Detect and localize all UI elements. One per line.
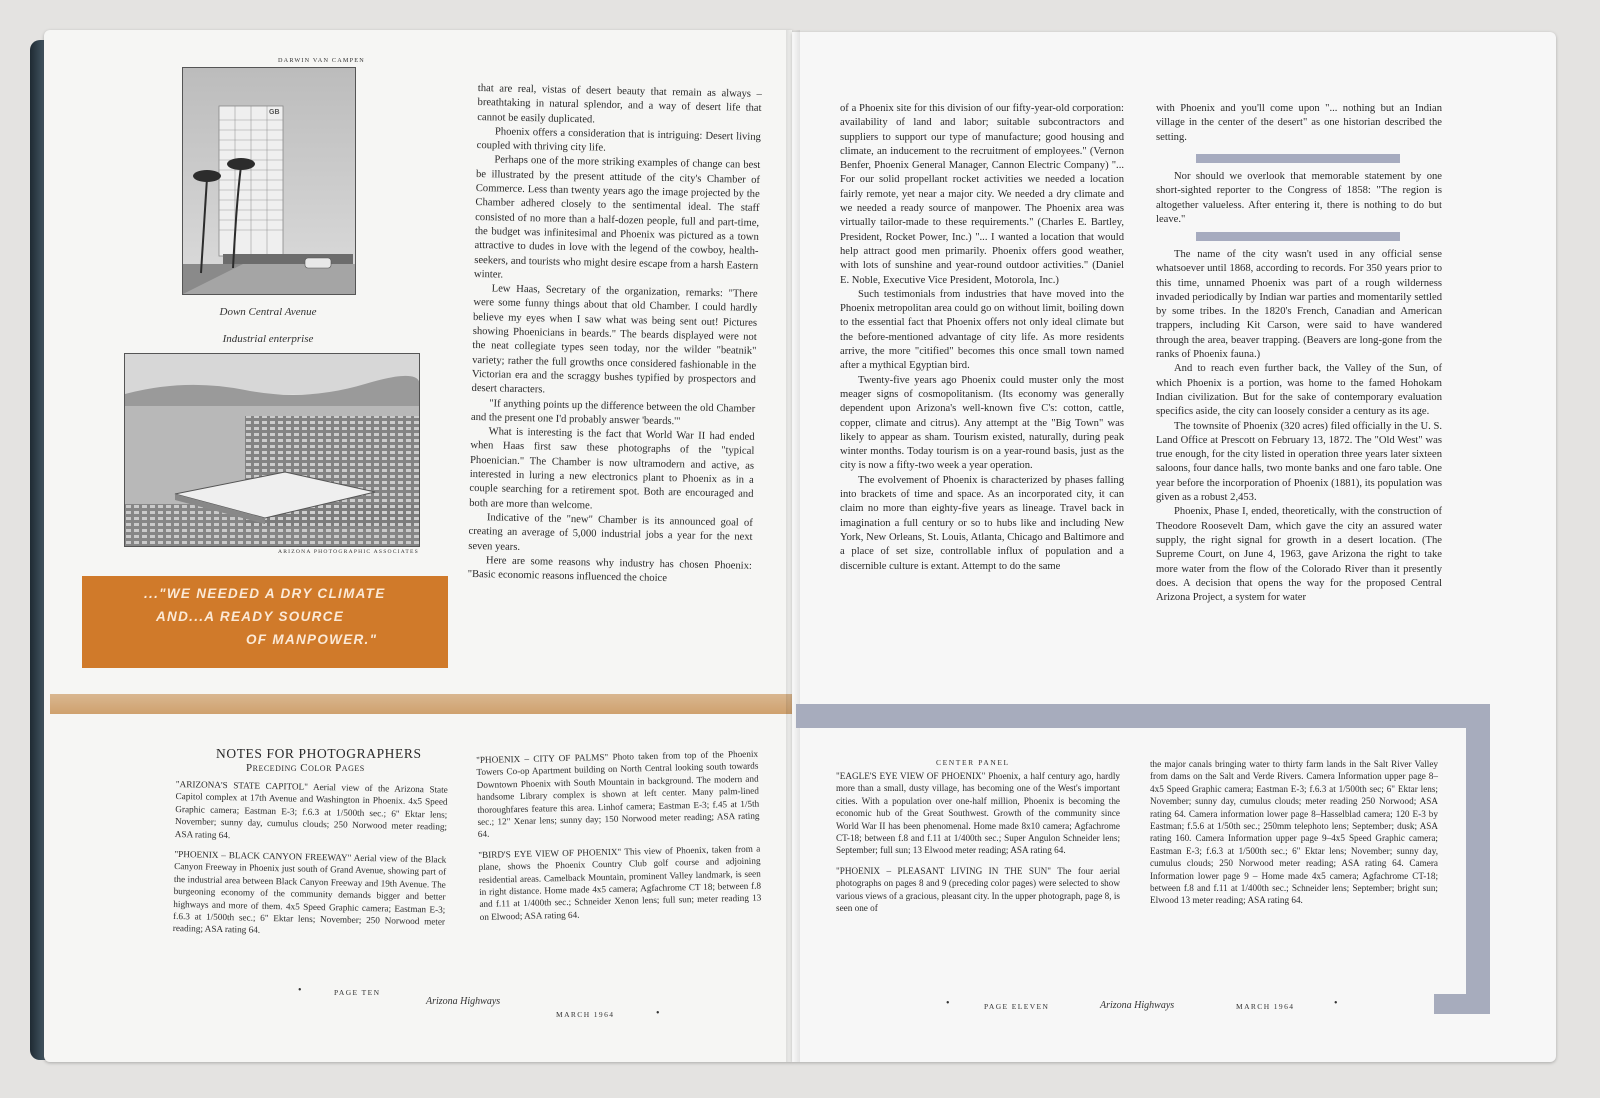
- photo-note: the major canals bringing water to thirty farm lands in the Salt River Valley from dams on the Salt and Verde Rivers. Camera Information upper page 8–4x5 Speed Graphic camera; Eastman E-3; f.6.3 at 1/500th sec; 6" Ektar lens; November; sunny day, cumulus clouds; meter reading 250 Norwood; ASA rating 64. Camera information lower page 8–Hasselblad camera; 120 E-3 by Eastman; f.5.6 at 1/50th sec.; 250mm telephoto lens; September; dusk; ASA rating 160. Camera Information upper page 9–4x5 Speed Graphic camera; Eastman E-3; f.6.3 at 1/500th sec.; 6" Ektar lens; November; sunny day, cumulus clouds; 250 Norwood meter reading; ASA rating 64. Camera Information lower page 9 – Home made 4x5 camera; Agfachrome CT-18; between f.8 and f.11 at 1/400th sec.; Schneider lens; September; bright sun; Elwood 13 meter reading; ASA rating 64.: [1150, 759, 1438, 906]
- article-paragraph: that are real, vistas of desert beauty that remain as always – breathtaking in natural splendor, and a way of desert life that cannot be easily duplicated.: [477, 82, 762, 126]
- article-paragraph: The townsite of Phoenix (320 acres) filed officially in the U. S. Land Office at Prescott on February 13, 1872. The "Old West" was true enough, for the city listed in operation three years later sixteen saloons, four dance halls, two monte banks and one faro table. One year before the incorporation of Phoenix (1881), its population was given as a robust 2,453.: [1156, 420, 1442, 504]
- article-paragraph: Twenty-five years ago Phoenix could muster only the most meager signs of cosmopolitanism. (Its economy was generally dependent upon Arizona's well-known five C's: cotton, cattle, copper, climate and citrus). Any attempt at the "Big Town" was likely to appear as sham. Tourism existed, naturally, during peak winter months. Today tourism is on a year-round basis, just as the city is now a fifty-two week a year operation.: [840, 374, 1124, 472]
- folio-dot: •: [946, 998, 950, 1009]
- gray-bracket-vertical: [1466, 704, 1490, 1014]
- notes-subtitle: Preceding Color Pages: [246, 762, 365, 774]
- folio-dot: •: [298, 985, 302, 996]
- right-page-article-column-2: [1156, 102, 1442, 145]
- folio-page-number: PAGE ELEVEN: [984, 1002, 1050, 1011]
- article-paragraph: And to reach even further back, the Valley of the Sun, of which Phoenix is a portion, was home to the famed Hohokam Indian civilization. But for the sake of contemporary evaluation specifics aside, the city can loosely consider a century as its age.: [1156, 363, 1442, 418]
- right-notes-column-2: [1150, 758, 1438, 915]
- article-paragraph: Phoenix, Phase I, ended, theoretically, with the construction of Theodore Roosevelt Dam, which gave the city an assured water supply, the right signal for growth in a desert location. (The Supreme Court, on June 4, 1963, gave Arizona the right to take more water from the flow of the Colorado River than it presently does. A decision that opens the way for the proposed Central Arizona Project, a system for water: [1156, 506, 1442, 604]
- pull-quote-box: [82, 576, 448, 668]
- photo-industrial-enterprise: [124, 353, 420, 547]
- photo-credit-top: DARWIN VAN CAMPEN: [278, 57, 365, 64]
- photo-note: "ARIZONA'S STATE CAPITOL" Aerial view of the Arizona State Capitol complex at 17th Avenue and Washington in Phoenix. 4x5 Speed Graphic camera; Eastman E-3; f.6.3 at 1/500th sec.; 6" Ektar lens; November; sunny day, cumulus clouds; 250 Norwood meter reading; ASA rating 64.: [174, 778, 448, 840]
- orange-divider-band: [50, 694, 792, 714]
- quote-rule-top: [1196, 154, 1400, 163]
- center-panel-label: CENTER PANEL: [936, 758, 1010, 767]
- article-paragraph: Nor should we overlook that memorable statement by one short-sighted reporter to the Congress of 1858: "The region is altogether valueless. After entering it, there is nothing to do but leave.": [1156, 171, 1442, 225]
- folio-date: MARCH 1964: [556, 1010, 615, 1019]
- article-paragraph: What is interesting is the fact that World War II had ended when Haas first saw these photographs of the "typical Phoenician." The Chamber is now ultramodern and active, as interested in luring a new electronics plant to Phoenix as in a couple searching for a retirement spot. Both are encouraged and both are more than welcome.: [469, 426, 755, 512]
- photo-note: "PHOENIX – CITY OF PALMS" Photo taken from top of the Phoenix Towers Co-op Apartment building on North Central looking south towards Downtown Phoenix with South Mountain in background. The modern and handsome Library complex is shown at left center. Many palm-lined thoroughfares feature this area. Linhof camera; Eastman E-3; f.45 at 1/5th sec.; 12" Xenar lens; sunny day; 150 Norwood meter reading; ASA rating 64.: [476, 748, 760, 840]
- article-paragraph: Indicative of the "new" Chamber is its announced goal of creating an average of 5,000 industrial jobs a year for the next seven years.: [468, 512, 753, 553]
- photo-credit-bottom: ARIZONA PHOTOGRAPHIC ASSOCIATES: [278, 549, 419, 555]
- article-paragraph: Phoenix offers a consideration that is intriguing: Desert living coupled with thriving city life.: [476, 126, 762, 154]
- notes-column-1: [173, 778, 448, 949]
- pull-quote-line-2: AND...A READY SOURCE: [156, 609, 345, 624]
- article-paragraph: The evolvement of Phoenix is characterized by phases falling into brackets of time and space. As an incorporated city, it can claim no more than eighty-five years as lineage. Travel back in imagination a full century or so to hubs like and including New York, New Orleans, St. Louis, Atlanta, Chicago and Baltimore and a place of set size, controllable influx of population and a discernible culture is extant. Attempt to do the same: [840, 474, 1124, 572]
- folio-page-number: PAGE TEN: [334, 988, 381, 997]
- photo-note: "EAGLE'S EYE VIEW OF PHOENIX" Phoenix, a half century ago, hardly more than a small, dusty village, has becoming one of the West's important cities. With a population over one-half million, Phoenix is becoming the economic hub of the Great Southwest. Growth of the community since World War II has been phenomenal. Home made 8x10 camera; Agfachrome CT-18; between f.8 and f.11 at 1/400th sec.; Super Angulon Schneider lens; September; full sun; 13 Elwood meter reading; ASA rating 64.: [836, 771, 1120, 856]
- right-page-article-column-1: [840, 102, 1124, 574]
- photo-note: "PHOENIX – PLEASANT LIVING IN THE SUN" The four aerial photographs on pages 8 and 9 (preceding color pages) were selected to show various views of a gracious, pleasant city. In the upper photograph, page 8, is seen one of: [836, 865, 1120, 914]
- right-notes-column-1: [836, 770, 1120, 922]
- article-paragraph: with Phoenix and you'll come upon "... nothing but an Indian village in the center of the desert" as one historian described the setting.: [1156, 103, 1442, 143]
- folio-magazine-title: Arizona Highways: [1100, 1000, 1175, 1011]
- article-paragraph: of a Phoenix site for this division of our fifty-year-old corporation: availability of land and labor; suitable subcontractors and suppliers to support our type of manufacture; good housing and climate, an inducement to the recruitment of employees." (Vernon Benfer, Phoenix General Manager, Cannon Electric Company) "... For our solid propellant rocket activities we needed a location fairly remote, yet near a major city. We needed a dry climate and we needed a ready source of manpower. The Phoenix area was virtually tailor-made to these requirements." (Charles E. Bartley, President, Rocket Power, Inc.) "... I wanted a location that would help attract good men primarily. Phoenix offers good weather, with lots of sunshine and year-round outdoor activities." (Daniel E. Noble, Executive Vice President, Motorola, Inc.): [840, 103, 1124, 286]
- left-page-article-column: [468, 82, 762, 588]
- right-page-quote: [1156, 170, 1442, 227]
- pull-quote-line-3: OF MANPOWER.": [246, 632, 378, 647]
- article-paragraph: Perhaps one of the more striking examples of change can best be illustrated by the present attitude of the city's Chamber of Commerce. Less than twenty years ago the image projected by the Chamber adhered closely to the sentimental ideal. The staff consisted of no more than a half-dozen people, full and part-time, the budget was infinitesimal and Phoenix was pictured as a town attractive to dudes in love with the legend of the cowboy, health-seekers, and tourists who might desire escape from a harsh Eastern winter.: [473, 154, 761, 281]
- photo-note: "BIRD'S EYE VIEW OF PHOENIX" This view of Phoenix, taken from a plane, shows the Phoenix Country Club golf course and adjoining residential areas. Camelback Mountain, prominent Valley landmark, is seen in right distance. Home made 4x5 camera; Agfachrome CT 18; between f.8 and f.11 at 1/400th sec.; Schneider Xenon lens; full sun; meter reading 13 on Elwood; ASA rating 64.: [478, 843, 762, 922]
- right-page-article-column-2b: [1156, 248, 1442, 605]
- photo-note: "PHOENIX – BLACK CANYON FREEWAY" Aerial view of the Black Canyon Freeway in Phoenix just south of Grand Avenue, showing part of the industrial area between Black Canyon Freeway and 19th Avenue. The burgeoning economy of the community demands bigger and better highways and more of them. 4x5 Speed Graphic camera; Eastman E-3; f.6.3 at 1/500th sec.; 6" Ektar lens; November; 250 Norwood meter reading; ASA rating 64.: [172, 849, 447, 936]
- folio-dot: •: [1334, 998, 1338, 1009]
- notes-title: NOTES FOR PHOTOGRAPHERS: [216, 746, 422, 761]
- gray-divider-band: [796, 704, 1490, 728]
- quote-rule-bottom: [1196, 232, 1400, 241]
- gray-bracket-foot: [1434, 994, 1490, 1014]
- article-paragraph: Here are some reasons why industry has chosen Phoenix: "Basic economic reasons influenced the choice: [467, 555, 753, 585]
- article-paragraph: Such testimonials from industries that have moved into the Phoenix metropolitan area could go on without limit, boiling down to the essential fact that Phoenix offers not only ideal climate but the before-mentioned advantage of city life. As more residents arrive, the more "citified" becomes this once small town named after a mythical Egyptian bird.: [840, 288, 1124, 372]
- page-gutter: [786, 30, 800, 1062]
- caption-central-avenue: Down Central Avenue: [219, 306, 317, 318]
- building-sign: GB: [269, 109, 280, 116]
- photo-central-avenue: [182, 67, 356, 295]
- caption-industrial: Industrial enterprise: [222, 333, 314, 345]
- pull-quote-line-1: ..."WE NEEDED A DRY CLIMATE: [144, 586, 386, 601]
- folio-date: MARCH 1964: [1236, 1002, 1295, 1011]
- article-paragraph: The name of the city wasn't used in any official sense whatsoever until 1868, according to records. For 350 years prior to this time, unnamed Phoenix was part of a rough wilderness invaded periodically by Indian war parties and momentarily settled by some tribes. In the 1820's French, Canadian and American trappers, including Kit Carson, were said to have wandered through the area, beaver trapping. (Beavers are long-gone from the ranks of Phoenix fauna.): [1156, 249, 1442, 361]
- article-paragraph: Lew Haas, Secretary of the organization, remarks: "There were some funny things about that old Chamber. I could hardly believe my eyes when I saw what was being sent out! Pictures showing Phoenicians in beards." The beards displayed were not the neat collegiate types seen today, nor the wilder "beatnik" variety; rather the full growths once considered fashionable in the Victorian era and the scraggy bushes typified by prospectors and desert characters.: [471, 283, 758, 396]
- folio-magazine-title: Arizona Highways: [426, 996, 501, 1007]
- notes-column-2: [476, 748, 762, 932]
- folio-dot: •: [656, 1008, 660, 1019]
- article-paragraph: "If anything points up the difference between the old Chamber and the present one I'd probably answer 'beards.'": [470, 397, 756, 428]
